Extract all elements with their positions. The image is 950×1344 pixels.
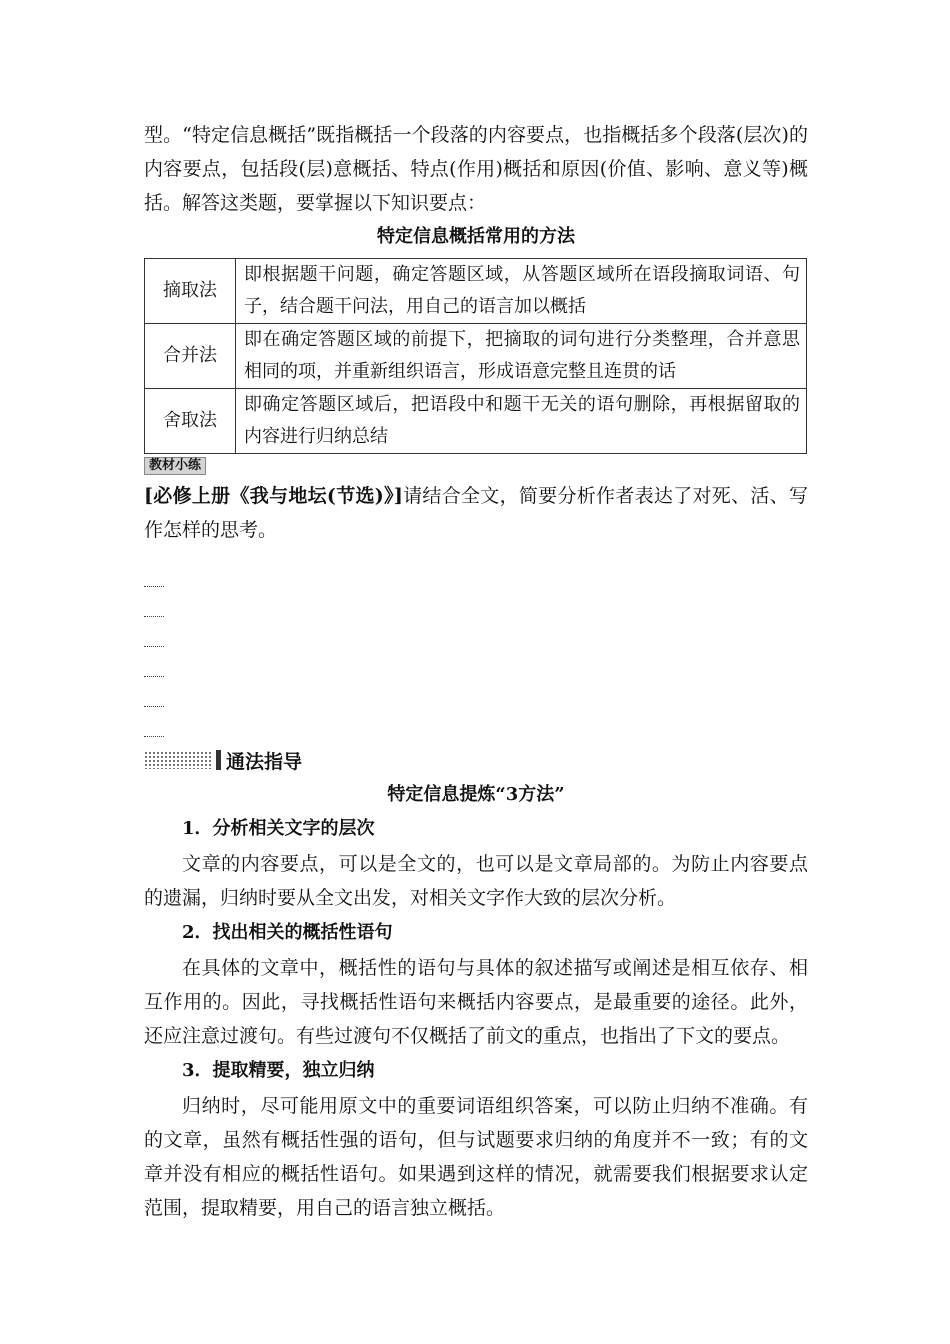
answer-area: [144, 557, 808, 737]
guide-body-2: 在具体的文章中，概括性的语句与具体的叙述描写或阐述是相互依存、相互作用的。因此，寻找概括性语句来概括内容要点，是最重要的途径。此外，还应注意过渡句。有些过渡句不仅概括了前文的重点，也指出了下文的要点。: [144, 957, 808, 1047]
guide-heading-2: 2．找出相关的概括性语句: [182, 922, 393, 943]
dot-pattern-decoration: [144, 751, 212, 769]
practice-tag-wrap: [144, 454, 808, 475]
section-header: [144, 747, 808, 773]
answer-line: [144, 587, 164, 617]
section-title: 通法指导: [226, 750, 303, 773]
practice-source: [必修上册《我与地坛(节选)》]: [144, 485, 403, 507]
answer-line: [144, 677, 164, 707]
answer-line: [144, 647, 164, 677]
answer-line: [144, 707, 164, 737]
section-bar-decoration: [216, 750, 221, 770]
guide-body-3: 归纳时，尽可能用原文中的重要词语组织答案，可以防止归纳不准确。有的文章，虽然有概括性强的语句，但与试题要求归纳的角度并不一致；有的文章并没有相应的概括性语句。如果遇到这样的情况，就需要我们根据要求认定范围，提取精要，用自己的语言独立概括。: [144, 1095, 808, 1219]
guide-heading-1: 1．分析相关文字的层次: [182, 818, 375, 839]
practice-question: [144, 479, 808, 547]
table-row: [145, 324, 807, 389]
methods-table: [144, 258, 807, 454]
practice-question-text: 请结合全文，简要分析作者表达了对死、活、写作怎样的思考。: [144, 485, 808, 541]
method-name: 合并法: [145, 324, 236, 389]
guide-heading-3: 3．提取精要，独立归纳: [182, 1060, 375, 1081]
method-name: 舍取法: [145, 389, 236, 454]
method-description: 即在确定答题区域的前提下，把摘取的词句进行分类整理，合并意思相同的项，并重新组织语言，形成语意完整且连贯的话: [236, 324, 807, 389]
table-row: [145, 389, 807, 454]
table-title: 特定信息概括常用的方法: [377, 226, 575, 247]
table-row: [145, 259, 807, 324]
method-name: 摘取法: [145, 259, 236, 324]
practice-tag: 教材小练: [144, 457, 206, 475]
answer-line: [144, 557, 164, 587]
intro-paragraph: 型。“特定信息概括”既指概括一个段落的内容要点，也指概括多个段落(层次)的内容要点，包括段(层)意概括、特点(作用)概括和原因(价值、影响、意义等)概括。解答这类题，要掌握以下知识要点：: [144, 124, 808, 214]
document-page: [144, 118, 808, 1225]
method-description: 即确定答题区域后，把语段中和题干无关的语句删除，再根据留取的内容进行归纳总结: [236, 389, 807, 454]
answer-line: [144, 617, 164, 647]
guide-body-1: 文章的内容要点，可以是全文的，也可以是文章局部的。为防止内容要点的遗漏，归纳时要从全文出发，对相关文字作大致的层次分析。: [144, 853, 808, 909]
guide-title: 特定信息提炼“3方法”: [387, 784, 565, 805]
method-description: 即根据题干问题，确定答题区域，从答题区域所在语段摘取词语、句子，结合题干问法，用自己的语言加以概括: [236, 259, 807, 324]
